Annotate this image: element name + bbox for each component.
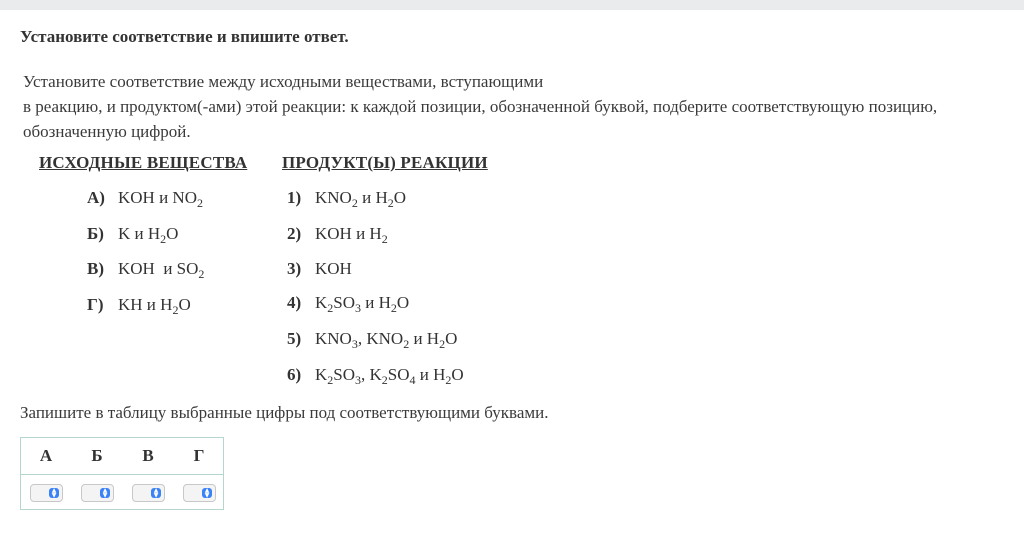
product-label: 3)	[287, 259, 302, 278]
answer-select-a[interactable]	[30, 484, 63, 502]
product-formula	[315, 365, 464, 387]
reactant-formula	[118, 295, 191, 317]
formula-text: O	[451, 365, 464, 384]
formula-text: SO	[387, 365, 410, 384]
formula-subscript: 2	[381, 373, 388, 387]
formula-subscript: 2	[160, 232, 167, 246]
select-arrows-icon: ▲ ▼	[100, 488, 110, 498]
instruction-text: Запишите в таблицу выбранные цифры под соответствующими буквами.	[20, 403, 549, 422]
task-description-line-3: обозначенную цифрой.	[23, 122, 191, 141]
reactant-row-v	[87, 259, 204, 279]
formula-subscript: 3	[351, 337, 358, 351]
formula-text: и H	[357, 188, 388, 207]
formula-text: O	[393, 188, 406, 207]
reactant-formula	[118, 188, 203, 210]
reactants-header: ИСХОДНЫЕ ВЕЩЕСТВА	[39, 153, 248, 172]
formula-subscript: 3	[355, 373, 362, 387]
answer-header-v: В	[142, 446, 154, 465]
product-row-4	[287, 293, 409, 313]
formula-subscript: 2	[327, 373, 334, 387]
formula-text: K	[315, 365, 328, 384]
select-arrows-icon: ▲ ▼	[49, 488, 59, 498]
select-arrows-icon: ▲ ▼	[202, 488, 212, 498]
formula-subscript: 3	[355, 301, 362, 315]
formula-text: O	[445, 329, 458, 348]
formula-text: KNO	[315, 188, 352, 207]
formula-subscript: 2	[172, 303, 179, 317]
formula-text: O	[178, 295, 191, 314]
product-label: 1)	[287, 188, 302, 207]
reactant-formula	[118, 259, 205, 281]
reactant-label: А)	[87, 188, 105, 207]
formula-subscript: 4	[409, 373, 416, 387]
formula-subscript: 2	[403, 337, 410, 351]
formula-text: O	[396, 293, 410, 312]
formula-text: KH и H	[118, 295, 173, 314]
product-label: 5)	[287, 329, 302, 348]
product-row-1	[287, 188, 406, 208]
reactant-row-b	[87, 224, 178, 244]
formula-subscript: 2	[327, 301, 334, 315]
formula-subscript: 2	[439, 337, 446, 351]
product-label: 6)	[287, 365, 302, 384]
answer-select-b[interactable]	[81, 484, 114, 502]
product-formula	[315, 329, 458, 351]
product-label: 4)	[287, 293, 302, 312]
formula-text: KOH	[315, 259, 352, 278]
product-row-6	[287, 365, 464, 385]
formula-text: KOH и NO	[118, 188, 197, 207]
task-description	[23, 69, 1013, 144]
answer-select-g[interactable]	[183, 484, 216, 502]
formula-subscript: 2	[445, 373, 452, 387]
formula-text: , KNO	[357, 329, 404, 348]
product-formula	[315, 259, 352, 278]
formula-text: SO	[333, 293, 356, 312]
task-description-line-2: в реакцию, и продуктом(-ами) этой реакции: к каждой позиции, обозначенной буквой, подберите соответствующую позицию,	[23, 97, 938, 116]
formula-text: K	[315, 293, 328, 312]
answer-table	[20, 437, 224, 510]
product-formula	[315, 188, 406, 210]
select-arrows-icon: ▲ ▼	[151, 488, 161, 498]
formula-subscript: 2	[196, 196, 203, 210]
product-row-3	[287, 259, 352, 279]
top-bar	[0, 0, 1024, 10]
reactant-row-g	[87, 295, 191, 315]
answer-table-header	[21, 438, 223, 475]
formula-text: KOH и H	[315, 224, 382, 243]
formula-text: SO	[333, 365, 356, 384]
formula-text: KNO	[315, 329, 352, 348]
formula-text: KOH и SO	[118, 259, 199, 278]
formula-text: K и H	[118, 224, 161, 243]
answer-header-g: Г	[193, 446, 205, 465]
formula-subscript: 2	[390, 301, 397, 315]
task-description-line-1: Установите соответствие между исходными веществами, вступающими	[23, 72, 544, 91]
reactant-label: Б)	[87, 224, 104, 243]
formula-text: и H	[415, 365, 446, 384]
formula-text: и H	[361, 293, 391, 312]
product-row-5	[287, 329, 457, 349]
formula-subscript: 2	[387, 196, 394, 210]
task-title: Установите соответствие и впишите ответ.	[20, 27, 349, 46]
reactant-label: Г)	[87, 295, 104, 314]
formula-text: , K	[361, 365, 382, 384]
answer-select-v[interactable]	[132, 484, 165, 502]
formula-text: и H	[409, 329, 440, 348]
reactant-formula	[118, 224, 179, 246]
answer-header-a: А	[39, 446, 53, 465]
answer-header-b: Б	[91, 446, 103, 465]
formula-text: O	[166, 224, 179, 243]
product-formula	[315, 224, 388, 246]
reactant-label: В)	[87, 259, 104, 278]
formula-subscript: 2	[381, 232, 388, 246]
formula-subscript: 2	[198, 267, 205, 281]
reactant-row-a	[87, 188, 203, 208]
products-header: ПРОДУКТ(Ы) РЕАКЦИИ	[282, 153, 488, 172]
formula-subscript: 2	[351, 196, 358, 210]
product-row-2	[287, 224, 388, 244]
product-label: 2)	[287, 224, 302, 243]
product-formula	[315, 293, 410, 315]
